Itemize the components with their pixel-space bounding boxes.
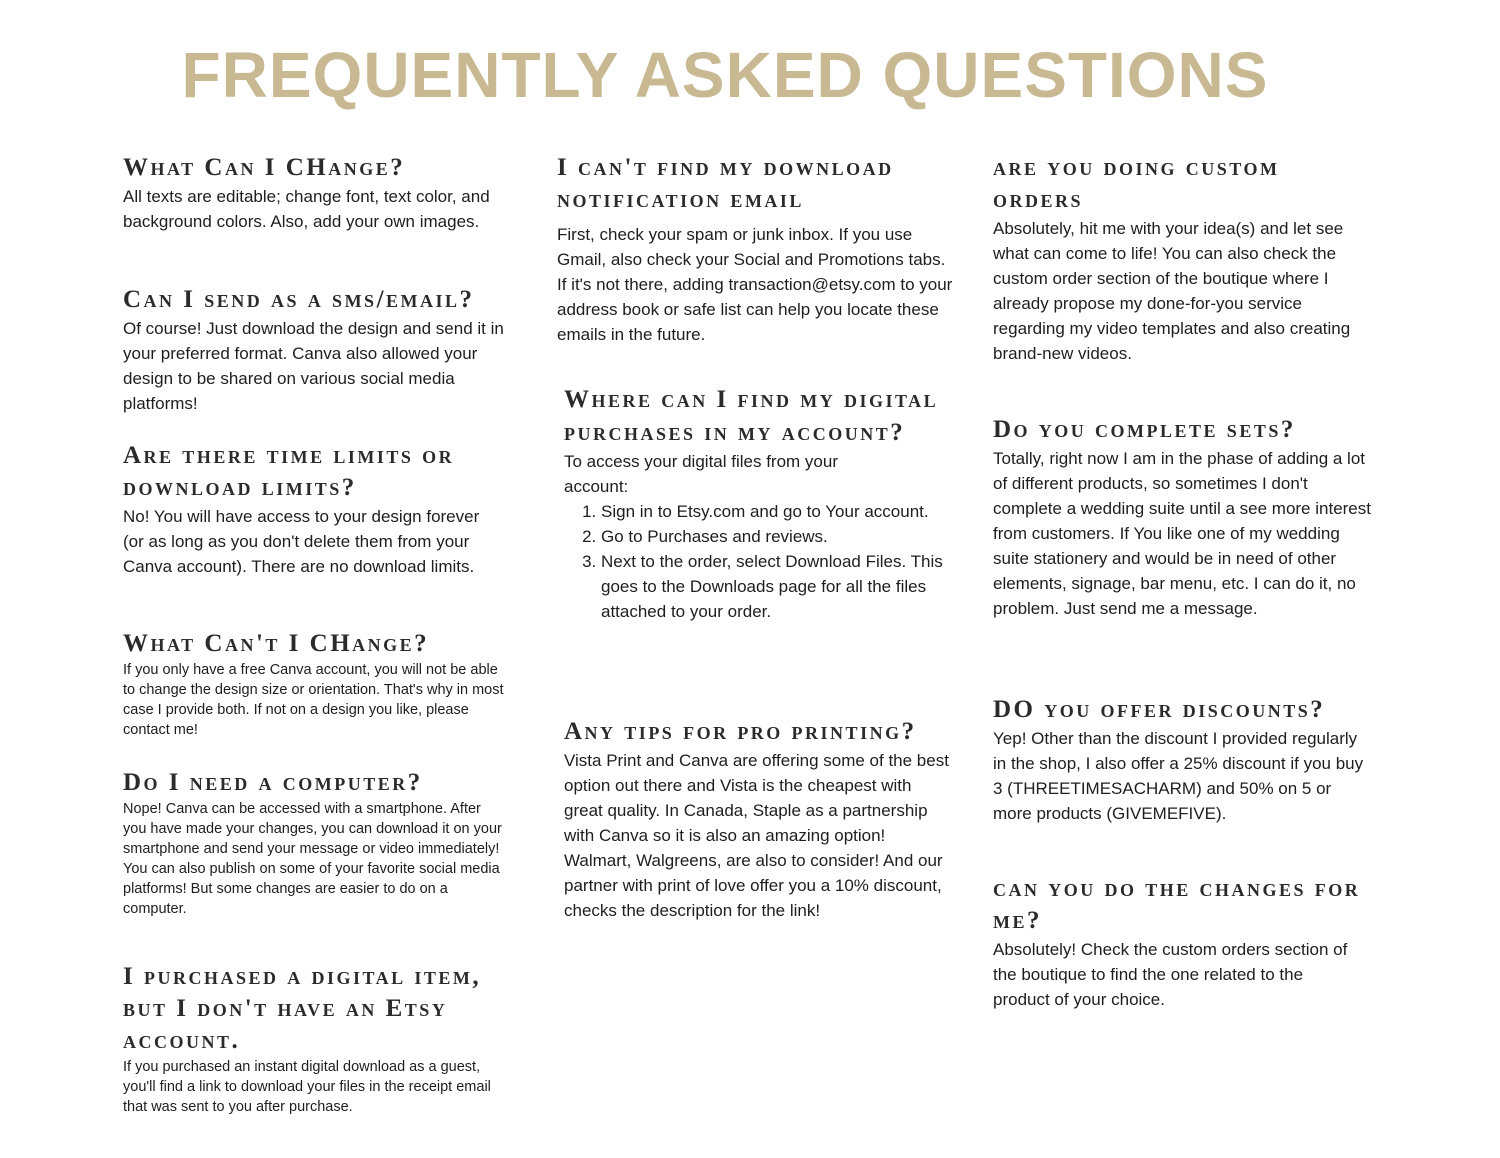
faq-question: are you doing custom orders xyxy=(993,154,1280,213)
faq-item xyxy=(123,961,513,1117)
faq-item xyxy=(993,414,1373,621)
faq-answer: Nope! Canva can be accessed with a smartphone. After you have made your changes, you can download it on your smartphone and send your message or video immediately! You can also publish on some of your favorite social media platforms! But some changes are easier to do on a computer. xyxy=(123,801,502,917)
faq-item xyxy=(123,152,503,234)
faq-answer: Of course! Just download the design and send it in your preferred format. Canva also allowed your design to be shared on various social media platforms! xyxy=(123,319,504,413)
faq-question: I purchased a digital item, but I don't have an Etsy account. xyxy=(123,963,482,1054)
faq-answer: First, check your spam or junk inbox. If you use Gmail, also check your Social and Promotions tabs. If it's not there, adding transaction@etsy.com to your address book or safe list can help you locate these emails in the future. xyxy=(557,225,953,344)
faq-question: Where can I find my digital purchases in my account? xyxy=(564,386,939,446)
faq-item xyxy=(993,694,1373,826)
faq-question: What Can't I CHange? xyxy=(123,630,430,657)
faq-answer: If you only have a free Canva account, you will not be able to change the design size or orientation. That's why in most case I provide both. If not on a design you like, please contact me! xyxy=(123,662,504,738)
faq-item xyxy=(123,440,503,579)
faq-question: DO you offer discounts? xyxy=(993,696,1326,723)
faq-question: I can't find my download notification email xyxy=(557,154,894,213)
faq-item xyxy=(123,284,508,416)
step-item: 1. Sign in to Etsy.com and go to Your account. xyxy=(601,499,944,524)
faq-item xyxy=(993,873,1363,1012)
faq-question: Do you complete sets? xyxy=(993,416,1296,443)
faq-answer: To access your digital files from your account: xyxy=(564,452,838,496)
faq-answer: Totally, right now I am in the phase of adding a lot of different products, so sometimes I don't complete a wedding suite until a see more interest from customers. If You like one of my wedding suite stationery and would be in need of other elements, signage, bar menu, etc. I can do it, no problem. Just send me a message. xyxy=(993,449,1371,618)
faq-answer: Absolutely, hit me with your idea(s) and let see what can come to life! You can also check the custom order section of the boutique where I already propose my done-for-you service regarding my video templates and also creating brand-new videos. xyxy=(993,219,1351,363)
step-item: 3. Next to the order, select Download Files. This goes to the Downloads page for all the files attached to your order. xyxy=(601,549,944,624)
faq-item xyxy=(564,716,949,923)
faq-item xyxy=(123,767,508,919)
faq-question: can you do the changes for me? xyxy=(993,875,1361,934)
page-title: FREQUENTLY ASKED QUESTIONS xyxy=(181,39,1269,111)
faq-answer: Yep! Other than the discount I provided regularly in the shop, I also offer a 25% discount if you buy 3 (THREETIMESACHARM) and 50% on 5 or more products (GIVEMEFIVE). xyxy=(993,729,1364,823)
faq-item xyxy=(564,383,944,624)
step-item: 2. Go to Purchases and reviews. xyxy=(601,524,944,549)
faq-question: Are there time limits or download limits? xyxy=(123,442,455,501)
faq-answer: If you purchased an instant digital download as a guest, you'll find a link to download your files in the receipt email that was sent to you after purchase. xyxy=(123,1059,491,1115)
faq-item xyxy=(557,152,957,347)
faq-question: Any tips for pro printing? xyxy=(564,718,917,745)
steps-list xyxy=(564,499,944,624)
faq-item xyxy=(123,628,508,740)
faq-answer: No! You will have access to your design forever (or as long as you don't delete them from your Canva account). There are no download limits. xyxy=(123,507,480,576)
faq-answer: All texts are editable; change font, text color, and background colors. Also, add your own images. xyxy=(123,187,490,231)
faq-item xyxy=(993,152,1373,366)
faq-answer: Vista Print and Canva are offering some of the best option out there and Vista is the cheapest with great quality. In Canada, Staple as a partnership with Canva so it is also an amazing option! Walmart, Walgreens, are also to consider! And our partner with print of love offer you a 10% discount, checks the description for the link! xyxy=(564,751,949,920)
faq-question: Do I need a computer? xyxy=(123,769,423,796)
faq-question: What Can I CHange? xyxy=(123,154,406,181)
faq-answer: Absolutely! Check the custom orders section of the boutique to find the one related to the product of your choice. xyxy=(993,940,1348,1009)
faq-question: Can I send as a sms/email? xyxy=(123,286,475,313)
